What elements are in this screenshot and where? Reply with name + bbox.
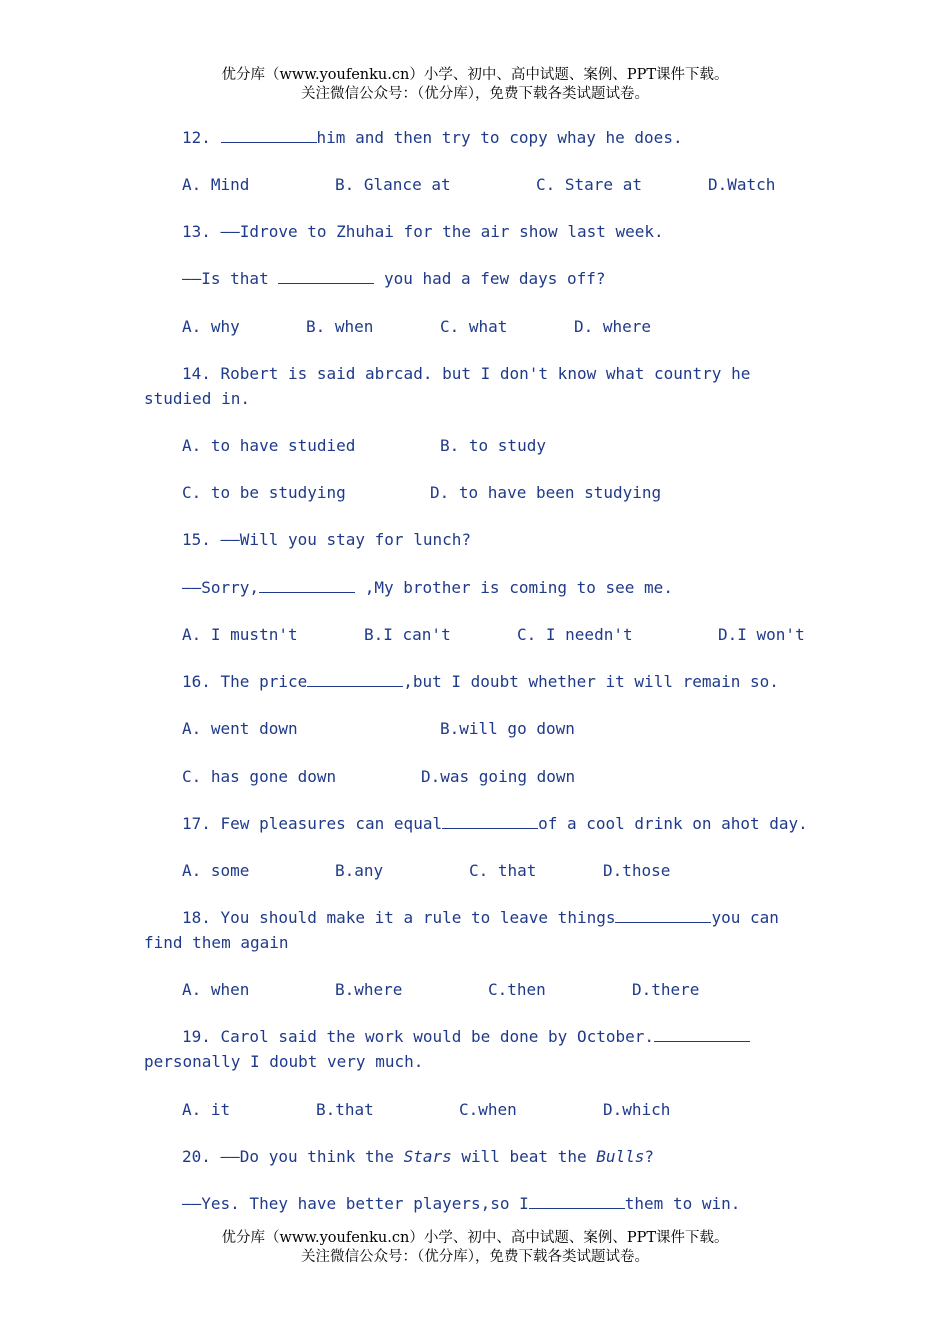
answer-blank [307, 672, 403, 687]
question-16-stem: 16. The price ,but I doubt whether it will remain so. [182, 672, 779, 691]
option-a: A. went down [182, 719, 298, 738]
question-14-stem: 14. Robert is said abrcad. but I don't know what country he [182, 364, 751, 383]
answer-blank [221, 128, 317, 143]
option-c: C. that [469, 861, 537, 880]
option-c: C. has gone down [182, 767, 337, 786]
option-d: D. where [574, 317, 652, 336]
question-18-stem: 18. You should make it a rule to leave things you can [182, 908, 779, 927]
option-b: B.that [316, 1100, 374, 1119]
option-c: C. what [440, 317, 508, 336]
question-12-stem: 12. him and then try to copy whay he does. [182, 128, 683, 147]
option-b: B. to study [440, 436, 546, 455]
question-15-reply: ——Sorry, ,My brother is coming to see me. [182, 578, 673, 597]
option-a: A. some [182, 861, 250, 880]
question-20-stem: 20. ——Do you think the Stars will beat the Bulls? [182, 1147, 655, 1166]
question-13-reply: ——Is that you had a few days off? [182, 269, 606, 288]
question-17-stem: 17. Few pleasures can equal of a cool drink on ahot day. [182, 814, 808, 833]
option-d: D. to have been studying [430, 483, 662, 502]
question-20-reply: ——Yes. They have better players,so I them to win. [182, 1194, 741, 1213]
option-a: A. why [182, 317, 240, 336]
footer-line-1: 优分库（www.youfenku.cn）小学、初中、高中试题、案例、PPT课件下载。 [221, 1230, 729, 1246]
question-13-stem: 13. ——Idrove to Zhuhai for the air show last week. [182, 222, 664, 241]
option-b: B. Glance at [335, 175, 451, 194]
option-a: A. Mind [182, 175, 250, 194]
question-14-stem-continued: studied in. [144, 389, 250, 408]
option-a: A. I mustn't [182, 625, 298, 644]
option-b: B.I can't [364, 625, 451, 644]
option-c: C. I needn't [517, 625, 633, 644]
header-line-1: 优分库（www.youfenku.cn）小学、初中、高中试题、案例、PPT课件下载。 [221, 67, 729, 83]
option-c: C. to be studying [182, 483, 346, 502]
option-d: D.was going down [421, 767, 576, 786]
answer-blank [529, 1194, 625, 1209]
footer-line-2: 关注微信公众号：（优分库），免费下载各类试题试卷。 [301, 1249, 649, 1265]
answer-blank [654, 1027, 750, 1042]
question-15-stem: 15. ——Will you stay for lunch? [182, 530, 471, 549]
option-b: B.any [335, 861, 384, 880]
option-c: C.when [459, 1100, 517, 1119]
option-d: D.there [632, 980, 700, 999]
option-a: A. to have studied [182, 436, 356, 455]
option-b: B.where [335, 980, 403, 999]
option-d: D.which [603, 1100, 671, 1119]
option-c: C.then [488, 980, 546, 999]
question-19-stem-continued: personally I doubt very much. [144, 1052, 424, 1071]
answer-blank [442, 814, 538, 829]
answer-blank [259, 578, 355, 593]
option-b: B.will go down [440, 719, 575, 738]
option-d: D.I won't [718, 625, 805, 644]
option-a: A. it [182, 1100, 231, 1119]
option-d: D.those [603, 861, 671, 880]
option-b: B. when [306, 317, 374, 336]
question-19-stem: 19. Carol said the work would be done by October. [182, 1027, 750, 1047]
question-18-stem-continued: find them again [144, 933, 289, 952]
answer-blank [278, 269, 374, 284]
answer-blank [615, 908, 711, 923]
option-a: A. when [182, 980, 250, 999]
option-d: D.Watch [708, 175, 776, 194]
option-c: C. Stare at [536, 175, 642, 194]
header-line-2: 关注微信公众号：（优分库），免费下载各类试题试卷。 [301, 86, 649, 102]
